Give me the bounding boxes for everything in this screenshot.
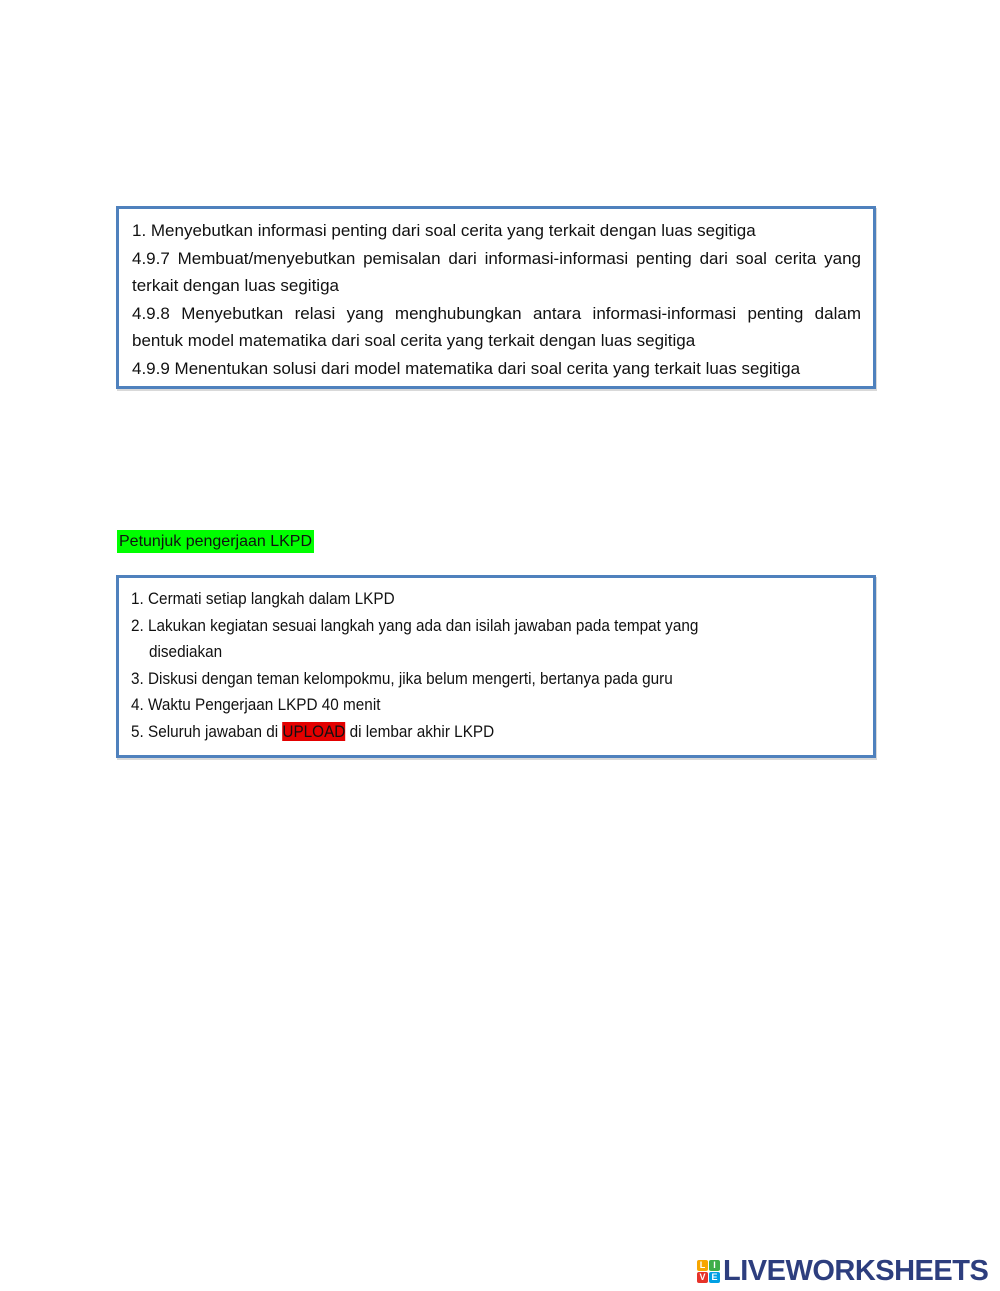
objective-1: 1. Menyebutkan informasi penting dari soal cerita yang terkait dengan luas segitiga <box>132 221 756 240</box>
objective-4-9-9: 4.9.9 Menentukan solusi dari model matematika dari soal cerita yang terkait luas segitiga <box>132 358 801 378</box>
logo-text: LIVEWORKSHEETS <box>723 1254 989 1287</box>
instruction-2: 2. Lakukan kegiatan sesuai langkah yang ada dan isilah jawaban pada tempat yang <box>131 615 699 635</box>
instruction-5-suffix: di lembar akhir LKPD <box>345 721 495 741</box>
instructions-heading: Petunjuk pengerjaan LKPD <box>117 530 314 553</box>
instruction-4: 4. Waktu Pengerjaan LKPD 40 menit <box>131 695 381 714</box>
instruction-2-continued: disediakan <box>149 642 223 661</box>
logo-letter-e: E <box>709 1272 720 1283</box>
upload-highlight: UPLOAD <box>282 721 346 741</box>
objectives-box <box>116 206 876 389</box>
instruction-3: 3. Diskusi dengan teman kelompokmu, jika belum mengerti, bertanya pada guru <box>131 668 673 688</box>
instruction-5-prefix: 5. Seluruh jawaban di <box>131 721 283 741</box>
logo-letter-l: L <box>697 1260 708 1271</box>
logo-letter-i: I <box>709 1260 720 1271</box>
liveworksheets-logo <box>697 1254 988 1288</box>
logo-mark-icon <box>697 1260 720 1283</box>
objective-4-9-7: 4.9.7 Membuat/menyebutkan pemisalan dari informasi-informasi penting dari soal cerita yang terkait dengan luas segitiga <box>132 248 861 295</box>
instruction-1: 1. Cermati setiap langkah dalam LKPD <box>131 589 395 608</box>
instruction-5 <box>131 719 788 746</box>
instructions-box <box>116 575 876 758</box>
objective-4-9-8: 4.9.8 Menyebutkan relasi yang menghubungkan antara informasi-informasi penting dalam bentuk model matematika dari soal cerita yang terkait dengan luas segitiga <box>132 303 861 350</box>
logo-letter-v: V <box>697 1272 708 1283</box>
